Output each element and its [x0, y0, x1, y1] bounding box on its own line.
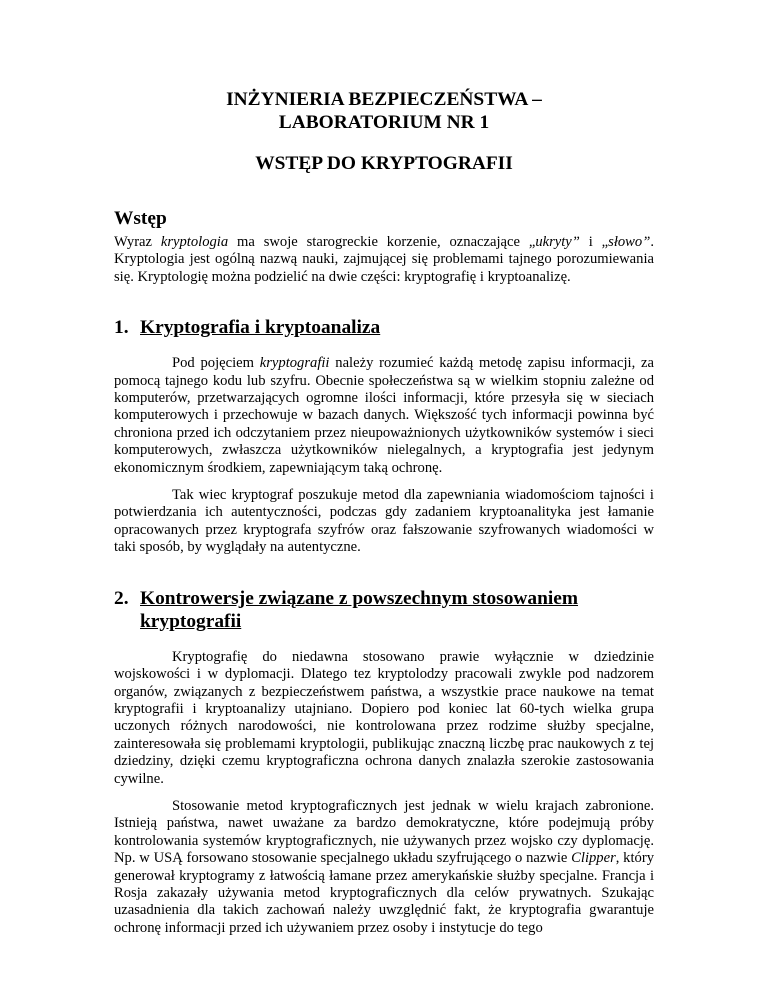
section-2-title: Kontrowersje związane z powszechnym stosowaniem kryptografii: [140, 587, 579, 632]
section-1-paragraph-1: Pod pojęciem kryptografii należy rozumieć każdą metodę zapisu informacji, za pomocą tajnego kodu lub szyfru. Obecnie społeczeństwa są w wielkim stopniu zależne od komputerów, przetwarzających ogromne ilości informacji, które przesyła się w sieciach komputerowych i przechowuje w bazach danych. Większość tych informacji powinna być chroniona przed ich odczytaniem przez nieupoważnionych użytkowników systemów i sieci komputerowych, zwłaszcza użytkowników nielegalnych, a kryptografia jest jedynym ekonomicznym środkiem, zapewniającym taką ochronę.: [114, 355, 654, 476]
section-2-paragraph-2: Stosowanie metod kryptograficznych jest jednak w wielu krajach zabronione. Istnieją państwa, nawet uważane za bardzo demokratyczne, które podejmują próby kontrolowania systemów kryptograficznych, nie używanych przez wojsko czy dyplomację. Np. w USĄ forsowano stosowanie specjalnego układu szyfrującego o nazwie Clipper, który generował kryptogramy z łatwością łamane przez amerykańskie służby specjalne. Francja i Rosja zakazały używania metod kryptograficznych dla celów prywatnych. Szukając uzasadnienia dla takich zachowań należy uwzględnić fakt, że kryptografia gwarantuje ochronę informacji przed ich używaniem przez osoby i instytucje do tego: [114, 797, 654, 936]
document-title: [114, 88, 654, 134]
section-1-title: Kryptografia i kryptoanaliza: [140, 317, 381, 339]
term-ukryty: ukryty”: [535, 234, 580, 250]
section-2-paragraph-1: Kryptografię do niedawna stosowano prawie wyłącznie w dziedzinie wojskowości i w dyplomacji. Dlatego tez kryptolodzy pracowali zwykle pod nadzorem organów, związanych z bezpieczeństwem państwa, a wszystkie prace naukowe na temat kryptografii i kryptoanalizy utajniano. Dopiero pod koniec lat 60-tych wielka grupa uczonych różnych narodowości, nie kontrolowana przez rodzime służby specjalne, zainteresowała się problemami kryptologii, publikując znaczną liczbę prac naukowych z tej dziedziny, dzięki czemu kryptograficzna ochrona danych znalazła szerokie zastosowania cywilne.: [114, 648, 654, 787]
intro-heading: Wstęp: [114, 208, 167, 229]
section-2-heading: [114, 587, 654, 633]
section-1-number: 1.: [114, 317, 129, 339]
document-subtitle: WSTĘP DO KRYPTOGRAFII: [255, 153, 513, 174]
section-2-number: 2.: [114, 587, 129, 609]
section-1-heading: [114, 316, 654, 339]
section-1-paragraph-2: Tak wiec kryptograf poszukuje metod dla zapewniania wiadomościom tajności i potwierdzania ich autentyczności, podczas gdy zadaniem kryptoanalityka jest łamanie opracowanych przez kryptografa szyfrów oraz fałszowanie szyfrowanych wiadomości w taki sposób, by wyglądały na autentyczne.: [114, 487, 654, 556]
term-kryptologia: kryptologia: [160, 234, 229, 250]
term-slowo: słowo”: [608, 234, 651, 250]
title-line-2: LABORATORIUM NR 1: [278, 112, 490, 133]
intro-paragraph: Wyraz kryptologia ma swoje starogreckie korzenie, oznaczające „ukryty” i „słowo”. Kryptologia jest ogólną nazwą nauki, zajmującej się problemami tajnego porozumiewania się. Kryptologię można podzielić na dwie części: kryptografię i kryptoanalizę.: [114, 234, 654, 285]
term-clipper: Clipper: [571, 850, 616, 867]
title-line-1: INŻYNIERIA BEZPIECZEŃSTWA –: [226, 89, 542, 110]
term-kryptografii: kryptografii: [259, 355, 330, 372]
